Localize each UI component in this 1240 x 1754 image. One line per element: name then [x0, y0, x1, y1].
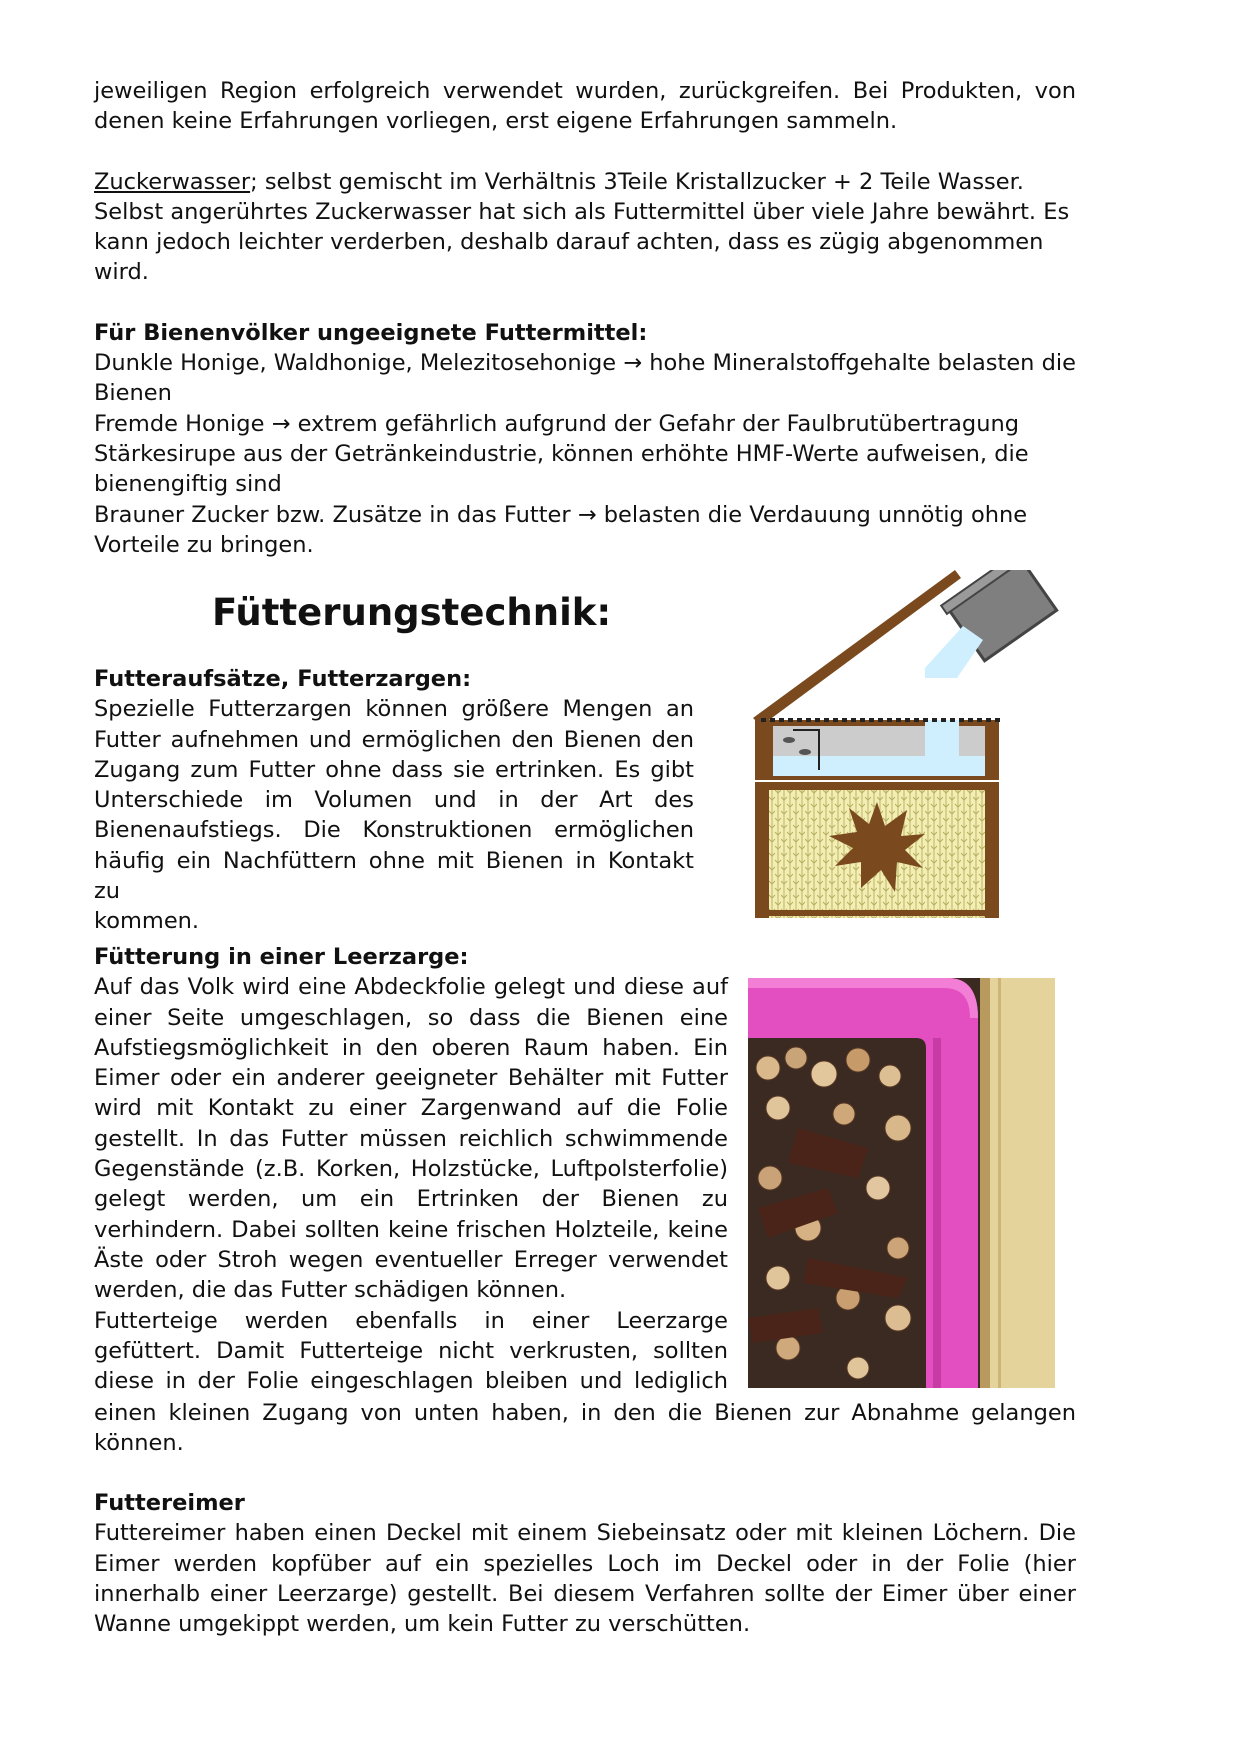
text-line: Spezielle Futterzargen können größere Mengen an	[94, 696, 694, 723]
zuckerwasser-line: wird.	[94, 259, 149, 286]
futteraufsaetze-text	[94, 694, 694, 936]
ungeeignet-line: Brauner Zucker bzw. Zusätze in das Futter → belasten die Verdauung unnötig ohne	[94, 501, 1028, 528]
leerzarge-text	[94, 972, 728, 1396]
text-line: einer Seite umgeschlagen, so dass die Bienen eine	[94, 1004, 728, 1031]
futteraufsaetze-heading: Futteraufsätze, Futterzargen:	[94, 666, 472, 692]
text-line: Zugang zum Futter ohne dass sie ertrinken. Es gibt	[94, 756, 694, 783]
page-body	[94, 76, 1076, 560]
text-line: werden, die das Futter schädigen können.	[94, 1277, 567, 1304]
feeding-tub-photo	[748, 978, 1055, 1388]
text-line: verhindern. Dabei sollten keine frischen Holzteile, keine	[94, 1216, 728, 1243]
zuckerwasser-label: Zuckerwasser	[94, 168, 251, 195]
zuckerwasser-line: Selbst angerührtes Zuckerwasser hat sich als Futtermittel über viele Jahre bewährt. Es	[94, 198, 1070, 225]
futtereimer-text	[94, 1518, 1076, 1639]
zuckerwasser-text: ; selbst gemischt im Verhältnis 3Teile Kristallzucker + 2 Teile Wasser.	[250, 168, 1024, 195]
text-line: diese in der Folie eingeschlagen bleiben und lediglich	[94, 1368, 728, 1395]
ungeeignet-line: Stärkesirupe aus der Getränkeindustrie, können erhöhte HMF-Werte aufweisen, die	[94, 440, 1029, 467]
intro-paragraph	[94, 76, 1076, 137]
text-line: innerhalb einer Leerzarge) gestellt. Bei diesem Verfahren sollte der Eimer über einer	[94, 1580, 1076, 1607]
ungeeignet-line: Bienen	[94, 380, 172, 407]
text-line: Bienenaufstiegs. Die Konstruktionen ermöglichen	[94, 817, 694, 844]
hive-wall	[980, 978, 1055, 1388]
text-line: einen kleinen Zugang von unten haben, in den die Bienen zur Abnahme gelangen	[94, 1400, 1076, 1426]
ungeeignet-line: Vorteile zu bringen.	[94, 531, 314, 558]
text-line: kommen.	[94, 908, 200, 935]
ungeeignet-heading: Für Bienenvölker ungeeignete Futtermittel:	[94, 319, 648, 346]
leerzarge-section	[94, 942, 728, 1396]
futteraufsaetze-section	[94, 664, 694, 937]
zuckerwasser-paragraph	[94, 167, 1076, 288]
ungeeignet-line: Dunkle Honige, Waldhonige, Melezitosehonige → hohe Mineralstoffgehalte belasten die	[94, 350, 1076, 377]
text-line: häufig ein Nachfüttern ohne mit Bienen in Kontakt zu	[94, 847, 694, 905]
intro-line: jeweiligen Region erfolgreich verwendet wurden, zurückgreifen. Bei Produkten, von	[94, 78, 1076, 104]
ungeeignet-line: bienengiftig sind	[94, 471, 282, 498]
feeder-diagram	[745, 570, 1075, 926]
text-line: Futterteige werden ebenfalls in einer Leerzarge	[94, 1307, 728, 1334]
ungeeignet-list	[94, 348, 1076, 560]
leerzarge-continuation	[94, 1398, 1076, 1459]
leerzarge-full-text	[94, 1398, 1076, 1459]
section-title: Fütterungstechnik:	[212, 591, 612, 634]
text-line: Äste oder Stroh wegen eventueller Erreger verwendet	[94, 1246, 728, 1273]
text-line: wird mit Kontakt zu einer Zargenwand auf die Folie	[94, 1095, 728, 1122]
text-line: Futter aufnehmen und ermöglichen den Bienen den	[94, 726, 694, 753]
futtereimer-section	[94, 1488, 1076, 1639]
text-line: können.	[94, 1430, 184, 1457]
text-line: Futtereimer haben einen Deckel mit einem Siebeinsatz oder mit kleinen Löchern. Die	[94, 1520, 1076, 1547]
intro-line: denen keine Erfahrungen vorliegen, erst eigene Erfahrungen sammeln.	[94, 108, 898, 135]
text-line: gestellt. In das Futter müssen reichlich schwimmende	[94, 1125, 728, 1152]
text-line: Wanne umgekippt werden, um kein Futter zu verschütten.	[94, 1611, 751, 1638]
text-line: Auf das Volk wird eine Abdeckfolie gelegt und diese auf	[94, 974, 728, 1001]
ungeeignet-line: Fremde Honige → extrem gefährlich aufgrund der Gefahr der Faulbrutübertragung	[94, 410, 1019, 437]
leerzarge-heading: Fütterung in einer Leerzarge:	[94, 944, 469, 970]
lid-board	[753, 570, 961, 726]
text-line: Eimer werden kopfüber auf ein spezielles Loch im Deckel oder in der Folie (hier	[94, 1550, 1076, 1577]
futtereimer-heading: Futtereimer	[94, 1490, 245, 1516]
text-line: gelegt werden, um ein Ertrinken der Bienen zu	[94, 1186, 728, 1213]
zuckerwasser-line: kann jedoch leichter verderben, deshalb darauf achten, dass es zügig abgenommen	[94, 229, 1044, 256]
text-line: gefüttert. Damit Futterteige nicht verkrusten, sollten	[94, 1337, 728, 1364]
text-line: Unterschiede im Volumen und in der Art des	[94, 787, 694, 814]
text-line: Aufstiegsmöglichkeit in den oberen Raum haben. Ein	[94, 1034, 728, 1061]
text-line: Gegenstände (z.B. Korken, Holzstücke, Luftpolsterfolie)	[94, 1156, 728, 1183]
text-line: Eimer oder ein anderer geeigneter Behälter mit Futter	[94, 1065, 728, 1092]
